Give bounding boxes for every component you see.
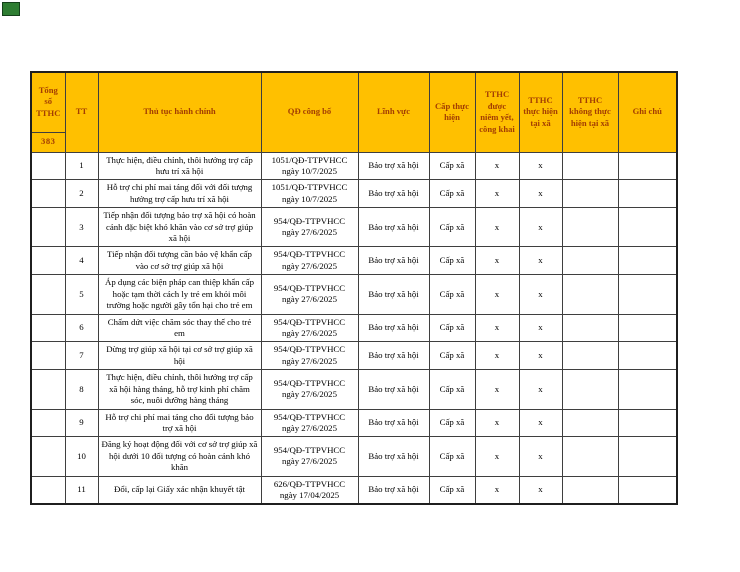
cell-procedure-name: Dừng trợ giúp xã hội tại cơ sở trợ giúp xã hội <box>98 342 261 370</box>
procedures-sheet <box>30 71 678 505</box>
cell-stt: 10 <box>65 437 98 476</box>
cell-stt: 11 <box>65 476 98 504</box>
cell-not-at-commune-mark <box>562 342 618 370</box>
cell-total <box>31 342 65 370</box>
header-field: Lĩnh vực <box>358 72 429 152</box>
cell-posted-mark: x <box>475 275 519 314</box>
decision-date: ngày 10/7/2025 <box>282 193 337 204</box>
cell-decision <box>261 152 358 180</box>
cell-note <box>618 370 677 409</box>
table-row <box>31 476 677 504</box>
cell-decision <box>261 180 358 208</box>
header-not-at-commune: TTHC không thực hiện tại xã <box>562 72 618 152</box>
decision-number: 954/QĐ-TTPVHCC <box>273 316 346 327</box>
cell-not-at-commune-mark <box>562 152 618 180</box>
cell-not-at-commune-mark <box>562 370 618 409</box>
cell-at-commune-mark: x <box>519 476 562 504</box>
cell-total <box>31 208 65 247</box>
table-row <box>31 370 677 409</box>
cell-procedure-name: Tiếp nhận đối tượng cần bảo vệ khẩn cấp vào cơ sở trợ giúp xã hội <box>98 247 261 275</box>
cell-stt: 8 <box>65 370 98 409</box>
cell-procedure-name: Đổi, cấp lại Giấy xác nhận khuyết tật <box>98 476 261 504</box>
cell-procedure-name: Hỗ trợ chi phí mai táng cho đối tượng bảo trợ xã hội <box>98 409 261 437</box>
cell-not-at-commune-mark <box>562 409 618 437</box>
cell-field: Bảo trợ xã hội <box>358 370 429 409</box>
header-level: Cấp thực hiện <box>429 72 475 152</box>
cell-level: Cấp xã <box>429 314 475 342</box>
cell-total <box>31 370 65 409</box>
decision-number: 954/QĐ-TTPVHCC <box>273 445 346 456</box>
cell-field: Bảo trợ xã hội <box>358 180 429 208</box>
cell-field: Bảo trợ xã hội <box>358 437 429 476</box>
cell-procedure-name: Thực hiện, điều chỉnh, thôi hưởng trợ cấp xã hội hàng tháng, hỗ trợ kinh phí chăm sóc, nuôi dưỡng hàng tháng <box>98 370 261 409</box>
table-row <box>31 409 677 437</box>
cell-at-commune-mark: x <box>519 180 562 208</box>
cell-field: Bảo trợ xã hội <box>358 409 429 437</box>
cell-procedure-name: Tiếp nhận đối tượng bảo trợ xã hội có hoàn cảnh đặc biệt khó khăn vào cơ sở trợ giúp xã hội <box>98 208 261 247</box>
decision-date: ngày 17/04/2025 <box>279 490 340 501</box>
cell-procedure-name: Áp dụng các biện pháp can thiệp khẩn cấp hoặc tạm thời cách ly trẻ em khỏi môi trường hoặc người gây tổn hại cho trẻ em <box>98 275 261 314</box>
cell-field: Bảo trợ xã hội <box>358 275 429 314</box>
cell-at-commune-mark: x <box>519 208 562 247</box>
cell-posted-mark: x <box>475 152 519 180</box>
cell-stt: 1 <box>65 152 98 180</box>
table-row <box>31 342 677 370</box>
cell-note <box>618 342 677 370</box>
cell-posted-mark: x <box>475 180 519 208</box>
cell-note <box>618 152 677 180</box>
cell-total <box>31 275 65 314</box>
table-row <box>31 314 677 342</box>
cell-note <box>618 247 677 275</box>
cell-at-commune-mark: x <box>519 247 562 275</box>
cell-not-at-commune-mark <box>562 476 618 504</box>
cell-note <box>618 180 677 208</box>
cell-level: Cấp xã <box>429 247 475 275</box>
table-row <box>31 152 677 180</box>
header-decision: QĐ công bố <box>261 72 358 152</box>
cell-posted-mark: x <box>475 437 519 476</box>
cell-stt: 5 <box>65 275 98 314</box>
cell-total <box>31 476 65 504</box>
cell-field: Bảo trợ xã hội <box>358 208 429 247</box>
cell-procedure-name: Thực hiện, điều chỉnh, thôi hưởng trợ cấp hưu trí xã hội <box>98 152 261 180</box>
header-total-tthc: Tổng số TTHC <box>31 72 65 132</box>
cell-total <box>31 314 65 342</box>
cell-level: Cấp xã <box>429 437 475 476</box>
cell-not-at-commune-mark <box>562 180 618 208</box>
cell-level: Cấp xã <box>429 409 475 437</box>
cell-decision <box>261 342 358 370</box>
cell-total <box>31 180 65 208</box>
header-row <box>31 72 677 132</box>
cell-field: Bảo trợ xã hội <box>358 314 429 342</box>
cell-posted-mark: x <box>475 476 519 504</box>
decision-number: 954/QĐ-TTPVHCC <box>273 215 346 226</box>
cell-not-at-commune-mark <box>562 437 618 476</box>
cell-total <box>31 437 65 476</box>
header-procedure: Thủ tục hành chính <box>98 72 261 152</box>
cell-posted-mark: x <box>475 314 519 342</box>
cell-posted-mark: x <box>475 208 519 247</box>
cell-not-at-commune-mark <box>562 314 618 342</box>
cell-note <box>618 275 677 314</box>
cell-not-at-commune-mark <box>562 275 618 314</box>
decision-date: ngày 27/6/2025 <box>282 260 337 271</box>
cell-decision <box>261 208 358 247</box>
header-tt: TT <box>65 72 98 152</box>
decision-date: ngày 10/7/2025 <box>282 165 337 176</box>
cell-posted-mark: x <box>475 370 519 409</box>
cell-level: Cấp xã <box>429 208 475 247</box>
cell-posted-mark: x <box>475 409 519 437</box>
cell-at-commune-mark: x <box>519 314 562 342</box>
cell-stt: 3 <box>65 208 98 247</box>
table-row <box>31 208 677 247</box>
tthc-table <box>30 71 678 505</box>
cell-procedure-name: Chấm dứt việc chăm sóc thay thế cho trẻ em <box>98 314 261 342</box>
cell-field: Bảo trợ xã hội <box>358 247 429 275</box>
cell-field: Bảo trợ xã hội <box>358 152 429 180</box>
cell-decision <box>261 370 358 409</box>
decision-date: ngày 27/6/2025 <box>282 355 337 366</box>
cell-at-commune-mark: x <box>519 152 562 180</box>
total-tthc-count: 383 <box>31 132 65 152</box>
cell-level: Cấp xã <box>429 275 475 314</box>
decision-number: 954/QĐ-TTPVHCC <box>273 411 346 422</box>
sheet-corner-marker <box>2 2 20 16</box>
table-row <box>31 437 677 476</box>
cell-note <box>618 409 677 437</box>
cell-at-commune-mark: x <box>519 370 562 409</box>
decision-date: ngày 27/6/2025 <box>282 389 337 400</box>
cell-level: Cấp xã <box>429 370 475 409</box>
cell-level: Cấp xã <box>429 476 475 504</box>
cell-at-commune-mark: x <box>519 437 562 476</box>
table-row <box>31 247 677 275</box>
cell-field: Bảo trợ xã hội <box>358 342 429 370</box>
cell-field: Bảo trợ xã hội <box>358 476 429 504</box>
cell-posted-mark: x <box>475 342 519 370</box>
decision-number: 954/QĐ-TTPVHCC <box>273 249 346 260</box>
decision-number: 954/QĐ-TTPVHCC <box>273 344 346 355</box>
cell-note <box>618 437 677 476</box>
cell-at-commune-mark: x <box>519 409 562 437</box>
cell-procedure-name: Đăng ký hoạt động đối với cơ sở trợ giúp xã hội dưới 10 đối tượng có hoàn cảnh khó khăn <box>98 437 261 476</box>
decision-number: 626/QĐ-TTPVHCC <box>273 478 346 489</box>
cell-total <box>31 247 65 275</box>
cell-level: Cấp xã <box>429 342 475 370</box>
decision-number: 1051/QĐ-TTPVHCC <box>271 154 348 165</box>
cell-not-at-commune-mark <box>562 247 618 275</box>
header-posted: TTHC được niêm yết, công khai <box>475 72 519 152</box>
cell-note <box>618 208 677 247</box>
cell-at-commune-mark: x <box>519 275 562 314</box>
cell-note <box>618 476 677 504</box>
decision-number: 954/QĐ-TTPVHCC <box>273 377 346 388</box>
cell-at-commune-mark: x <box>519 342 562 370</box>
decision-number: 1051/QĐ-TTPVHCC <box>271 182 348 193</box>
header-note: Ghi chú <box>618 72 677 152</box>
cell-level: Cấp xã <box>429 180 475 208</box>
decision-date: ngày 27/6/2025 <box>282 422 337 433</box>
table-row <box>31 180 677 208</box>
cell-stt: 9 <box>65 409 98 437</box>
cell-stt: 2 <box>65 180 98 208</box>
decision-date: ngày 27/6/2025 <box>282 227 337 238</box>
decision-date: ngày 27/6/2025 <box>282 327 337 338</box>
cell-decision <box>261 476 358 504</box>
cell-stt: 7 <box>65 342 98 370</box>
cell-stt: 4 <box>65 247 98 275</box>
decision-number: 954/QĐ-TTPVHCC <box>273 283 346 293</box>
cell-decision <box>261 247 358 275</box>
cell-decision <box>261 409 358 437</box>
cell-decision <box>261 275 358 314</box>
cell-total <box>31 152 65 180</box>
cell-level: Cấp xã <box>429 152 475 180</box>
cell-decision <box>261 437 358 476</box>
cell-not-at-commune-mark <box>562 208 618 247</box>
cell-decision <box>261 314 358 342</box>
decision-date: ngày 27/6/2025 <box>282 456 337 467</box>
cell-note <box>618 314 677 342</box>
cell-posted-mark: x <box>475 247 519 275</box>
cell-total <box>31 409 65 437</box>
decision-date: ngày 27/6/2025 <box>282 294 337 305</box>
cell-procedure-name: Hỗ trợ chi phí mai táng đối với đối tượng hưởng trợ cấp hưu trí xã hội <box>98 180 261 208</box>
cell-stt: 6 <box>65 314 98 342</box>
table-row <box>31 275 677 314</box>
header-at-commune: TTHC thực hiện tại xã <box>519 72 562 152</box>
